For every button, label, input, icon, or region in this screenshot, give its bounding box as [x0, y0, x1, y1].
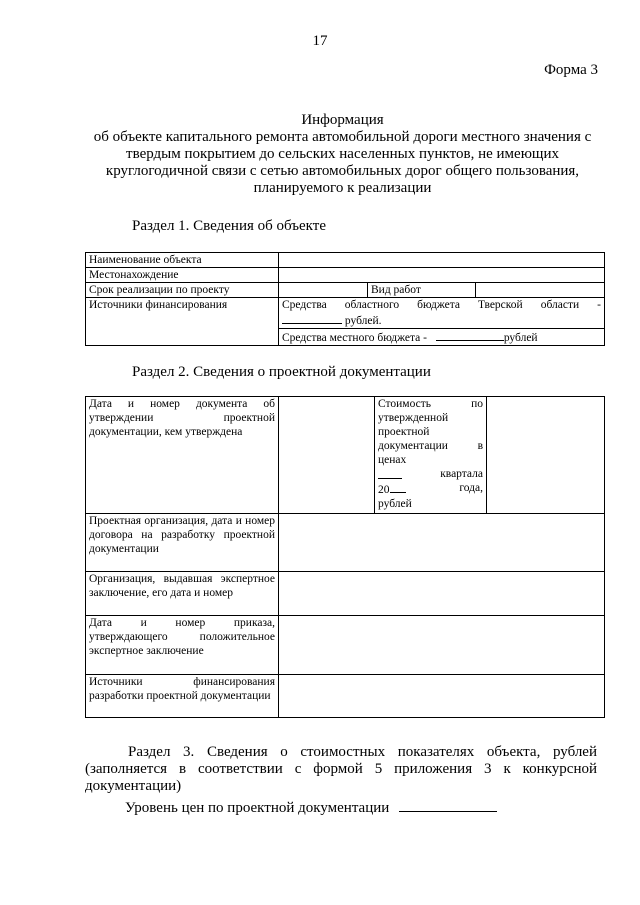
- price-level-label: Уровень цен по проектной документации: [125, 800, 390, 816]
- cost-label-line: рублей: [378, 498, 412, 510]
- cost-value[interactable]: [487, 397, 605, 514]
- design-org-value[interactable]: [279, 514, 605, 572]
- year-blank[interactable]: [390, 481, 406, 493]
- approval-doc-label: Дата и номер документа об утверждении проектной документации, кем утверждена: [86, 397, 279, 514]
- table-row: [86, 514, 605, 572]
- table-row: [86, 675, 605, 718]
- approval-doc-value[interactable]: [279, 397, 375, 514]
- location-value[interactable]: [279, 268, 605, 283]
- form-label: Форма 3: [544, 62, 598, 78]
- cost-label-line: утвержденной: [378, 412, 449, 424]
- cost-label-line: документации в: [378, 440, 483, 452]
- table-row: [86, 397, 605, 514]
- work-type-value[interactable]: [476, 283, 605, 298]
- cost-quarter-line: [378, 467, 483, 481]
- page-number: 17: [312, 33, 328, 49]
- year-label: года,: [459, 482, 483, 494]
- regional-budget-amount-line: [279, 312, 604, 329]
- work-type-label: Вид работ: [368, 283, 476, 298]
- expert-org-value[interactable]: [279, 572, 605, 616]
- docs-funding-label: Источники финансирования разработки проектной документации: [86, 675, 279, 718]
- document-title: [80, 112, 605, 197]
- table-row: [86, 616, 605, 675]
- title-line-3: твердым покрытием до сельских населенных пунктов, не имеющих: [126, 146, 559, 162]
- title-line-4: круглогодичной связи с сетью автомобильных дорог общего пользования,: [105, 163, 580, 179]
- term-label: Срок реализации по проекту: [86, 283, 279, 298]
- object-info-table: [85, 252, 605, 346]
- term-value[interactable]: [279, 283, 368, 298]
- local-rubles: рублей: [503, 332, 538, 344]
- cost-label: [375, 397, 487, 514]
- regional-rubles: рублей.: [344, 315, 382, 327]
- cost-label-line: проектной: [378, 426, 430, 438]
- table-row: [86, 572, 605, 616]
- table-row: [86, 253, 605, 268]
- approval-order-label: Дата и номер приказа, утверждающего положительное экспертное заключение: [86, 616, 279, 675]
- object-name-label: Наименование объекта: [86, 253, 279, 268]
- price-level-line: [125, 797, 497, 817]
- cost-year-line: [378, 481, 483, 497]
- approval-order-value[interactable]: [279, 616, 605, 675]
- table-row: [86, 268, 605, 283]
- local-amount-blank[interactable]: [436, 329, 504, 341]
- design-org-label: Проектная организация, дата и номер договора на разработку проектной документации: [86, 514, 279, 572]
- quarter-blank[interactable]: [378, 467, 402, 479]
- year-prefix: 20: [378, 484, 390, 496]
- cost-label-line: Стоимость по: [378, 398, 483, 410]
- local-budget-line: [282, 329, 601, 345]
- table-row: [86, 283, 605, 298]
- title-line-5: планируемого к реализации: [253, 180, 432, 196]
- local-budget-label: Средства местного бюджета -: [282, 332, 427, 344]
- project-docs-table: [85, 396, 605, 718]
- title-line-1: Информация: [301, 112, 384, 128]
- regional-budget-line: Средства областного бюджета Тверской области -: [282, 299, 601, 311]
- price-level-blank[interactable]: [399, 797, 497, 812]
- quarter-label: квартала: [440, 468, 483, 480]
- docs-funding-value[interactable]: [279, 675, 605, 718]
- table-row: [86, 298, 605, 346]
- regional-amount-blank[interactable]: [282, 312, 342, 324]
- title-line-2: об объекте капитального ремонта автомобильной дороги местного значения с: [93, 129, 592, 145]
- object-name-value[interactable]: [279, 253, 605, 268]
- expert-org-label: Организация, выдавшая экспертное заключение, его дата и номер: [86, 572, 279, 616]
- cost-label-line: ценах: [378, 454, 407, 466]
- section2-heading: Раздел 2. Сведения о проектной документации: [132, 364, 431, 380]
- funding-label: Источники финансирования: [86, 298, 279, 346]
- section3-text: Раздел 3. Сведения о стоимостных показателях объекта, рублей (заполняется в соответствии с формой 5 приложения 3 к конкурсной документации): [85, 744, 597, 794]
- funding-value: [279, 298, 605, 346]
- section1-heading: Раздел 1. Сведения об объекте: [132, 218, 326, 234]
- location-label: Местонахождение: [86, 268, 279, 283]
